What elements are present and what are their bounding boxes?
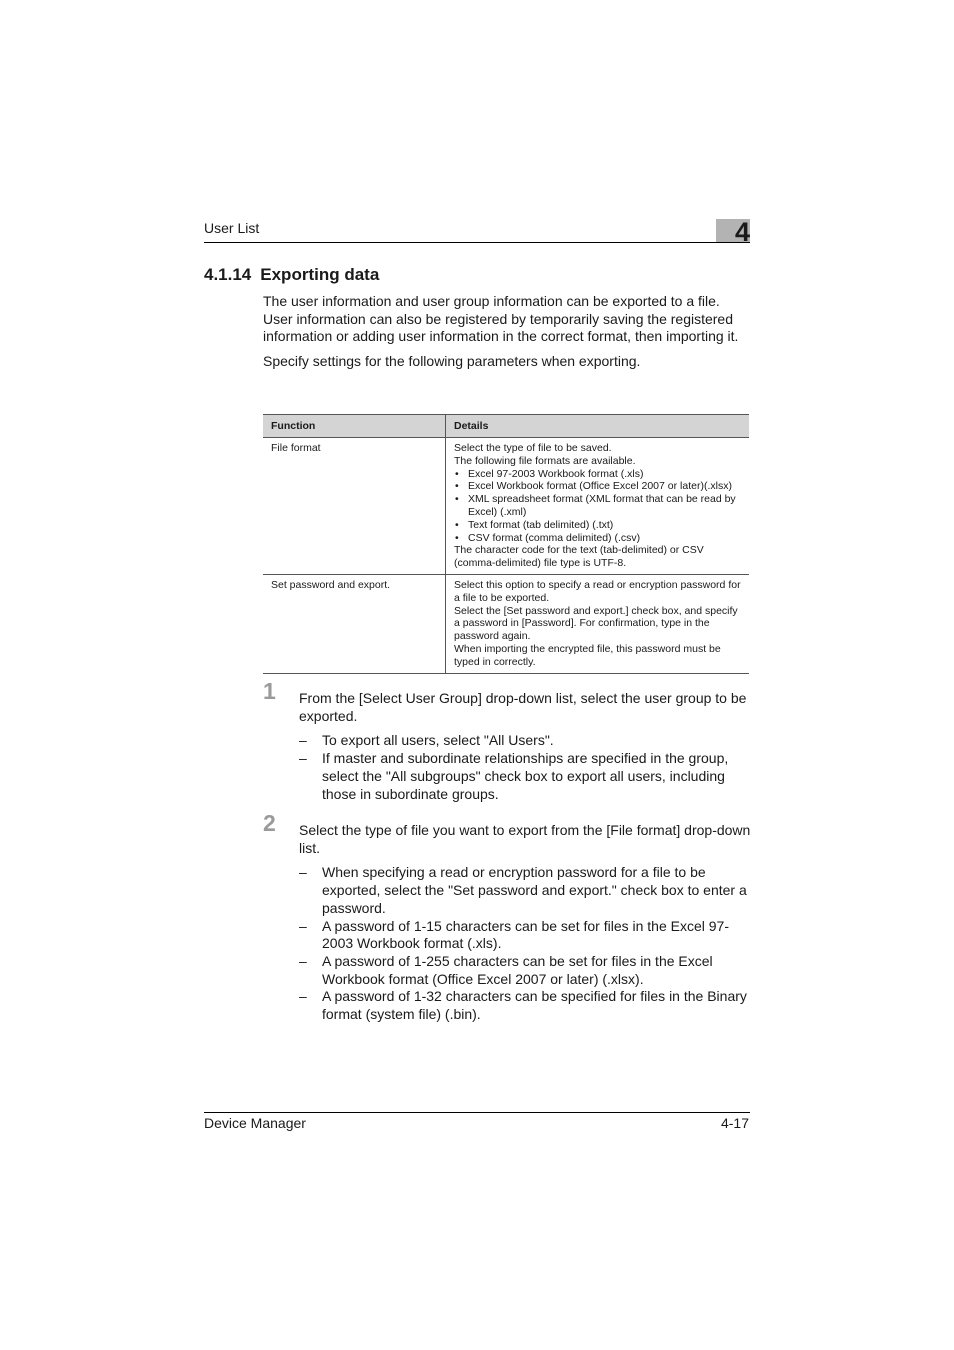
footer-rule [204,1112,750,1113]
header-rule [204,242,750,243]
running-header: User List [204,220,260,236]
details-cell [446,438,750,575]
list-item: – When specifying a read or encryption password for a file to be exported, select the "Set password and export." check box to enter a password. [299,864,751,917]
list-item: – To export all users, select "All Users". [299,732,751,750]
step-2 [263,810,751,1024]
column-header: Function [263,415,446,438]
list-item: • XML spreadsheet format (XML format that can be read by Excel) (.xml) [468,493,741,519]
intro-paragraph: Specify settings for the following parameters when exporting. [263,353,641,370]
intro-paragraph: The user information and user group information can be exported to a file. User information can also be registered by temporarily saving the registered information or adding user information in the correct format, then importing it. [263,293,739,345]
list-item: – If master and subordinate relationships are specified in the group, select the "All subgroups" check box to export all users, including those in subordinate groups. [299,750,751,803]
step-text: Select the type of file you want to export from the [File format] drop-down list. [299,822,751,856]
chapter-number: 4 [734,217,750,247]
details-cell [446,574,750,673]
list-item: • Excel Workbook format (Office Excel 2007 or later)(.xlsx) [468,480,741,493]
function-cell: File format [263,438,446,575]
column-header: Details [446,415,750,438]
parameter-table [263,414,749,674]
step-number: 1 [263,678,276,704]
step-1 [263,678,751,803]
step-number: 2 [263,810,276,836]
details-line: When importing the encrypted file, this password must be typed in correctly. [454,642,721,668]
details-line: Select the type of file to be saved. [454,442,612,454]
section-title: Exporting data [260,265,380,284]
details-line: Select the [Set password and export.] check box, and specify a password in [Password]. For confirmation, type in the password again. [454,604,738,643]
details-line: The character code for the text (tab-delimited) or CSV (comma-delimited) file type is UTF-8. [454,544,704,570]
page-number: 4-17 [720,1115,749,1131]
list-item: • CSV format (comma delimited) (.csv) [468,532,741,545]
details-line: The following file formats are available. [454,454,636,467]
format-list [454,468,741,545]
list-item: – A password of 1-255 characters can be set for files in the Excel Workbook format (Office Excel 2007 or later) (.xlsx). [299,953,751,988]
table-row [263,438,749,575]
section-number: 4.1.14 [204,265,252,284]
footer-title: Device Manager [204,1115,306,1131]
details-line: Select this option to specify a read or encryption password for a file to be exported. [454,578,741,604]
table-row [263,574,749,673]
sub-list [299,864,751,1023]
step-text: From the [Select User Group] drop-down list, select the user group to be exported. [299,690,747,724]
sub-list [299,732,751,803]
section-heading [204,265,388,285]
function-cell: Set password and export. [263,574,446,673]
list-item: – A password of 1-15 characters can be set for files in the Excel 97-2003 Workbook format (.xls). [299,918,751,953]
list-item: • Text format (tab delimited) (.txt) [468,519,741,532]
list-item: • Excel 97-2003 Workbook format (.xls) [468,468,741,481]
list-item: – A password of 1-32 characters can be specified for files in the Binary format (system file) (.bin). [299,988,751,1023]
intro-text [263,293,751,378]
table-header-row [263,415,749,438]
